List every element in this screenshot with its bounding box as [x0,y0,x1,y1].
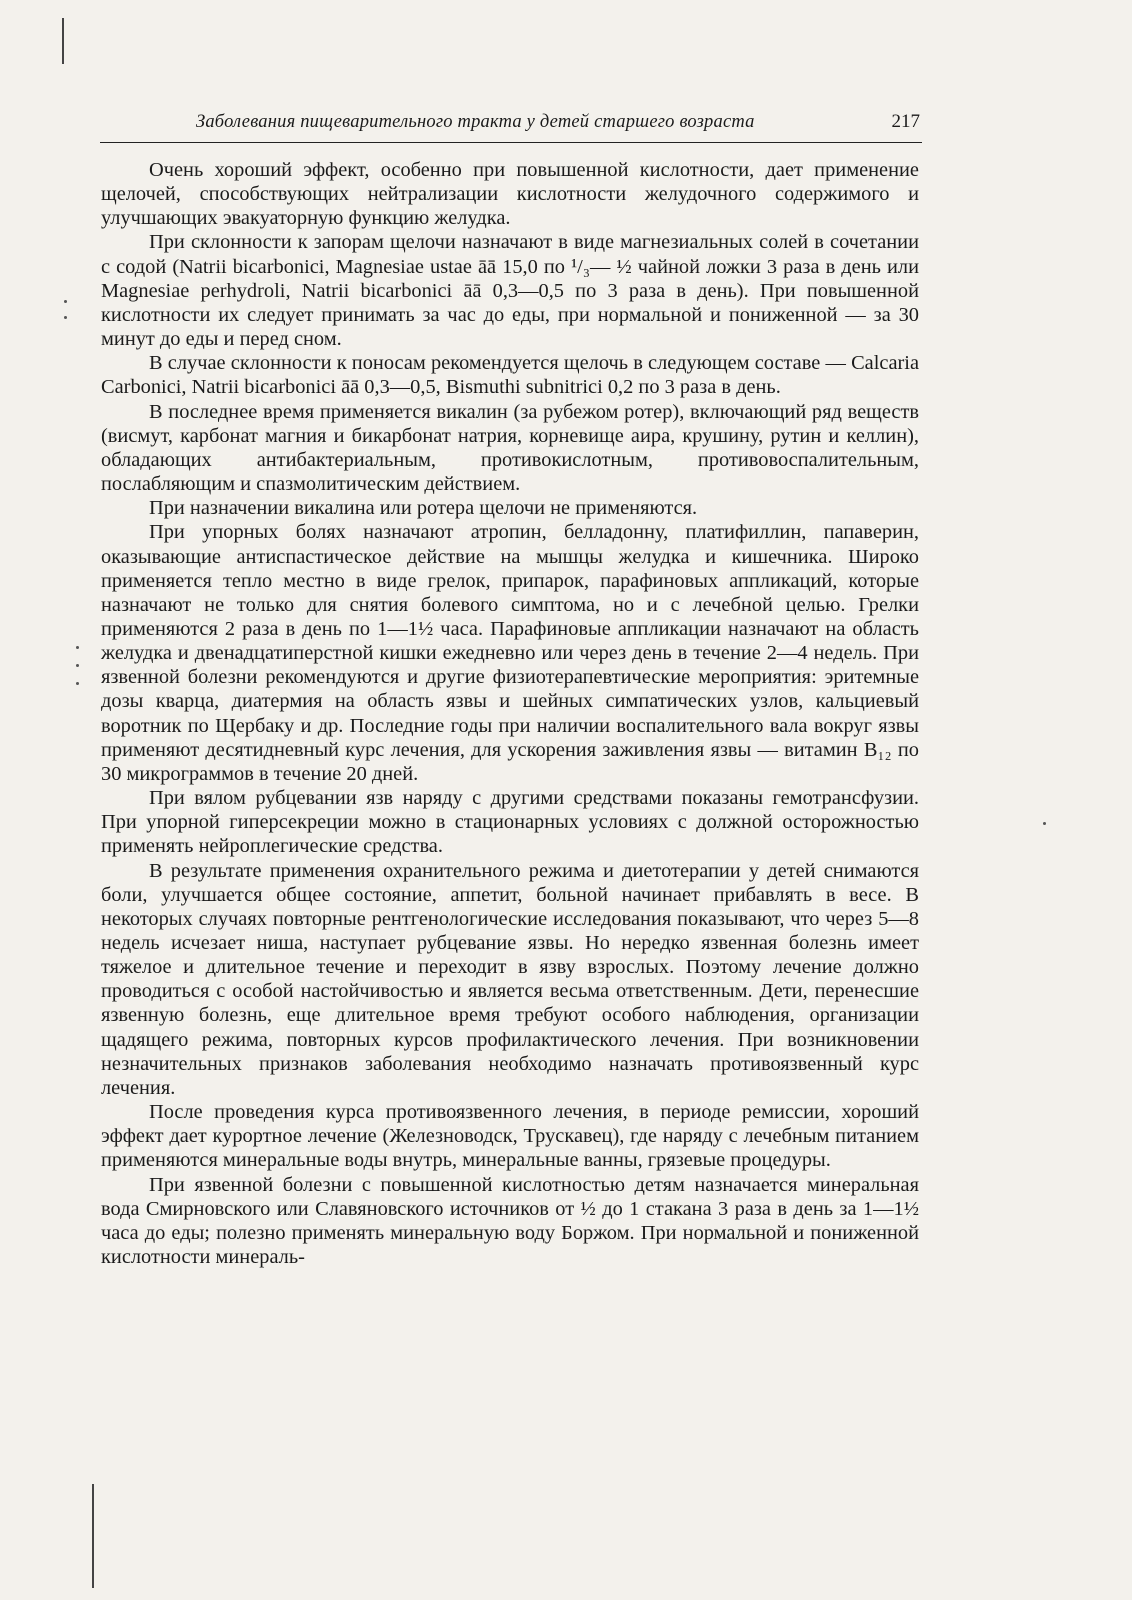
paragraph: Очень хороший эффект, особенно при повышенной кислотности, дает применение щелочей, способствующих нейтрализации кислотности желудочного содержимого и улучшающих эвакуаторную функцию желудка. [101,159,919,230]
scan-edge-mark [92,1484,94,1588]
paragraph: В случае склонности к поносам рекомендуется щелочь в следующем составе — Calcaria Carbonici, Natrii bicarbonici āā 0,3—0,5, Bismuthi subnitrici 0,2 по 3 раза в день. [101,352,919,399]
paragraph: При язвенной болезни с повышенной кислотностью детям назначается минеральная вода Смирновского или Славяновского источников от ½ до 1 стакана 3 раза в день за 1—1½ часа до еды; полезно применять минеральную воду Боржом. При нормальной и пониженной кислотности минераль- [101,1173,919,1269]
scan-speck [76,664,79,667]
page-number: 217 [891,111,920,132]
paragraph: В последнее время применяется викалин (за рубежом ротер), включающий ряд веществ (висмут, карбонат магния и бикарбонат натрия, корневище аира, крушину, рутин и келлин), обладающих антибактериальным, противокислотным, противовоспалительным, послабляющим и спазмолитическим действием. [101,400,919,496]
scan-speck [64,300,67,303]
scan-speck [76,682,79,685]
scan-speck [76,646,79,649]
scan-speck [1043,822,1046,825]
paragraph: При вялом рубцевании язв наряду с другими средствами показаны гемотрансфузии. При упорной гиперсекреции можно в стационарных условиях с должной осторожностью применять нейроплегические средства. [101,787,919,858]
paragraph: В результате применения охранительного режима и диетотерапии у детей снимаются боли, улучшается общее состояние, аппетит, больной начинает прибавлять в весе. В некоторых случаях повторные рентгенологические исследования показывают, что через 5—8 недель исчезает ниша, наступает рубцевание язвы. Но нередко язвенная болезнь имеет тяжелое и длительное течение и переходит в язву взрослых. Поэтому лечение должно проводиться с особой настойчивостью и является весьма ответственным. Дети, перенесшие язвенную болезнь, еще длительное время требуют особого наблюдения, организации щадящего режима, повторных курсов профилактического лечения. При возникновении незначительных признаков заболевания необходимо назначать противоязвенный курс лечения. [101,859,919,1099]
body-text [101,158,919,1269]
running-title: Заболевания пищеварительного тракта у детей старшего возраста [196,112,755,132]
scan-edge-mark [62,18,64,64]
paragraph: После проведения курса противоязвенного лечения, в периоде ремиссии, хороший эффект дает курортное лечение (Железноводск, Трускавец), где наряду с лечебным питанием применяются минеральные воды внутрь, минеральные ванны, грязевые процедуры. [101,1101,919,1172]
paragraph: При упорных болях назначают атропин, белладонну, платифиллин, папаверин, оказывающие антиспастическое действие на мышцы желудка и кишечника. Широко применяется тепло местно в виде грелок, припарок, парафиновых аппликаций, которые назначают не только для снятия болевого симптома, но и с лечебной целью. Грелки применяются 2 раза в день по 1—1½ часа. Парафиновые аппликации назначают на область желудка и двенадцатиперстной кишки ежедневно или через день в течение 2—4 недель. При язвенной болезни рекомендуются и другие физиотерапевтические мероприятия: эритемные дозы кварца, диатермия на область язвы и шейных симпатических узлов, кальциевый воротник по Щербаку и др. Последние годы при наличии воспалительного вала вокруг язвы применяют десятидневный курс лечения, для ускорения заживления язвы — витамин B₁₂ по 30 микрограммов в течение 20 дней. [101,521,919,785]
scan-speck [64,316,67,319]
paragraph: При склонности к запорам щелочи назначают в виде магнезиальных солей в сочетании с содой (Natrii bicarbonici, Magnesiae ustae āā 15,0 по ¹/₃— ½ чайной ложки 3 раза в день или Magnesiae perhydroli, Natrii bicarbonici āā 0,3—0,5 по 3 раза в день). При повышенной кислотности их следует принимать за час до еды, при нормальной и пониженной — за 30 минут до еды и перед сном. [101,231,919,351]
paragraph: При назначении викалина или ротера щелочи не применяются. [149,497,698,520]
running-head [100,108,922,143]
